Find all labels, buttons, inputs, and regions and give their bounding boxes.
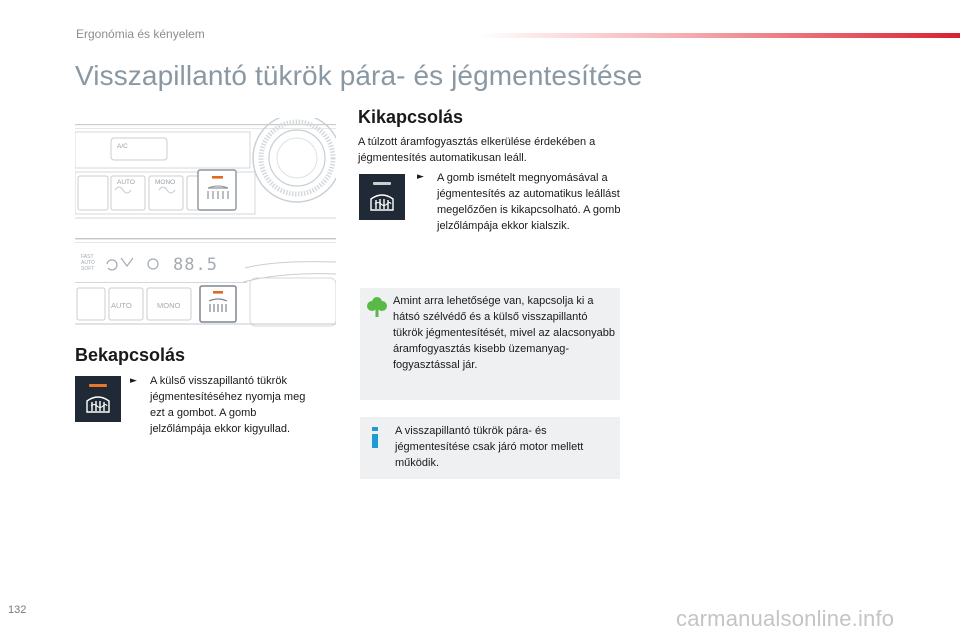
header-accent-rule bbox=[480, 33, 960, 38]
eco-tip-note bbox=[360, 288, 620, 400]
switch-off-intro: A túlzott áramfogyasztás elkerülése érdekében a jégmentesítés automatikusan leáll. bbox=[358, 136, 596, 164]
lower-mono-label: MONO bbox=[157, 301, 181, 310]
page-number: 132 bbox=[8, 604, 27, 616]
mirror-defrost-icon bbox=[370, 192, 394, 212]
eco-leaf-icon bbox=[367, 296, 387, 318]
fast-label: FAST bbox=[81, 254, 94, 260]
bullet-arrow-icon: ► bbox=[130, 376, 137, 386]
temperature-readout: 88.5 bbox=[173, 255, 218, 275]
info-note-text: A visszapillantó tükrök pára- és jégmentesítése csak járó motor mellett működik. bbox=[395, 425, 584, 469]
eco-tip-text: Amint arra lehetősége van, kapcsolja ki a hátsó szélvédő és a külső visszapillantó tükrök jégmentesítését, mivel az alacsonyabb áramfogyasztás kisebb üzemanyag-fogyasztással jár. bbox=[393, 295, 615, 371]
info-note bbox=[360, 417, 620, 479]
climate-panel-drawing bbox=[75, 118, 336, 328]
upper-mono-label: MONO bbox=[155, 179, 176, 186]
info-icon bbox=[370, 427, 380, 449]
ac-label: A/C bbox=[117, 143, 128, 150]
soft-label: SOFT bbox=[81, 266, 95, 272]
indicator-led-on bbox=[89, 384, 107, 387]
page-title: Visszapillantó tükrök pára- és jégmentesítése bbox=[75, 60, 643, 91]
upper-auto-label: AUTO bbox=[117, 179, 135, 186]
mirror-defrost-button-on bbox=[75, 376, 121, 422]
mirror-defrost-icon bbox=[86, 394, 110, 414]
indicator-led-off bbox=[373, 182, 391, 185]
lower-control-panel bbox=[75, 238, 336, 326]
switch-off-instruction: A gomb ismételt megnyomásával a jégmentesítés az automatikus leállást megelőzően is kikapcsolható. A gomb jelzőlámpája ekkor kialszik. bbox=[437, 172, 621, 232]
switch-on-instruction: A külső visszapillantó tükrök jégmentesítéséhez nyomja meg ezt a gombot. A gomb jelzőlámpája ekkor kigyullad. bbox=[150, 375, 306, 435]
auto-small-label: AUTO bbox=[81, 260, 95, 266]
upper-control-panel bbox=[75, 118, 336, 218]
watermark: carmanualsonline.info bbox=[676, 606, 895, 631]
bullet-arrow-icon: ► bbox=[417, 172, 424, 182]
climate-panel-illustration bbox=[75, 118, 336, 328]
mirror-defrost-button-off bbox=[359, 174, 405, 220]
section-header: Ergonómia és kényelem bbox=[76, 27, 205, 41]
switch-on-heading: Bekapcsolás bbox=[75, 345, 186, 365]
lower-auto-label: AUTO bbox=[111, 301, 132, 310]
switch-off-heading: Kikapcsolás bbox=[358, 107, 464, 127]
